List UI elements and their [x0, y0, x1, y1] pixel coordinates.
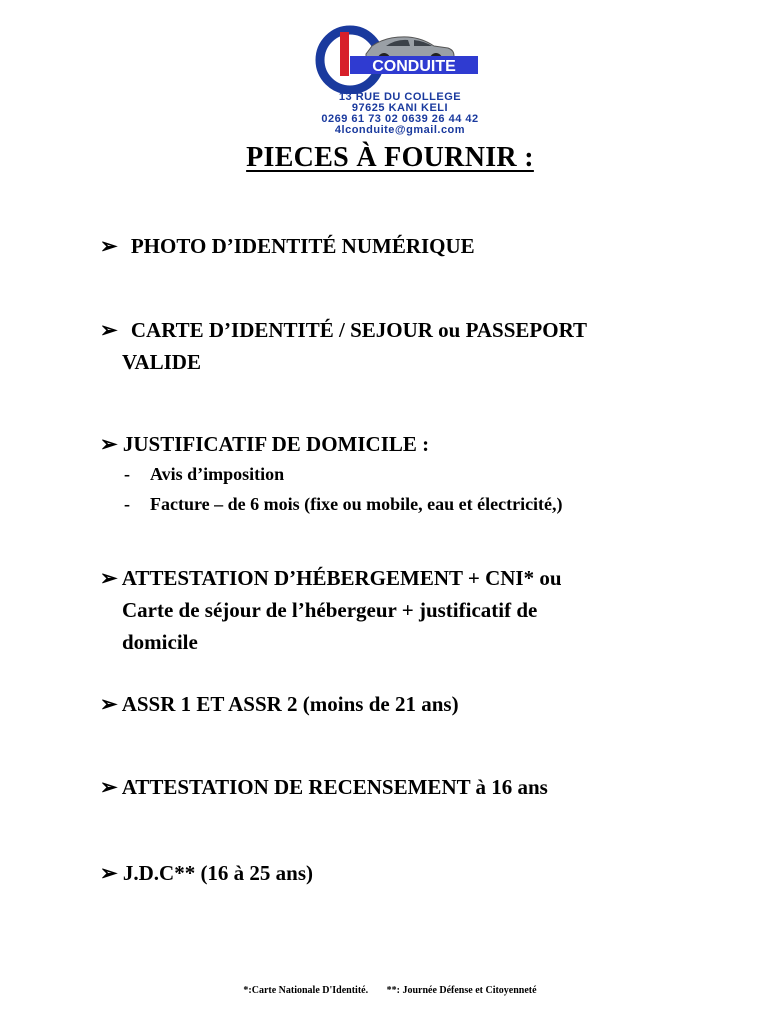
sub-item-facture-text: Facture – de 6 mois (fixe ou mobile, eau et électricité,)	[150, 494, 563, 514]
company-logo	[300, 18, 500, 136]
phone-line: 0269 61 73 02 0639 26 44 42	[321, 113, 479, 125]
item-justificatif-text: JUSTIFICATIF DE DOMICILE :	[122, 432, 430, 456]
arrow-bullet-icon: ➢	[100, 566, 118, 590]
arrow-bullet-icon: ➢	[100, 318, 118, 342]
page-title: PIECES À FOURNIR :	[246, 142, 534, 173]
item-attestation-hebergement	[100, 562, 720, 658]
arrow-bullet-icon: ➢	[100, 692, 118, 716]
item-photo-text: PHOTO D’IDENTITÉ NUMÉRIQUE	[130, 234, 475, 258]
item-carte-text-cont: VALIDE	[122, 350, 201, 374]
item-attestation-text-cont: Carte de séjour de l’hébergeur + justificatif de	[122, 598, 538, 622]
item-attestation-text: ATTESTATION D’HÉBERGEMENT + CNI* ou	[121, 566, 562, 590]
item-recensement-text: ATTESTATION DE RECENSEMENT à 16 ans	[121, 775, 548, 799]
item-assr-text: ASSR 1 ET ASSR 2 (moins de 21 ans)	[121, 692, 459, 716]
footnote-cni: *:Carte Nationale D'Identité.	[243, 985, 369, 996]
arrow-bullet-icon: ➢	[100, 861, 118, 885]
footnote-jdc: **: Journée Défense et Citoyenneté	[386, 985, 537, 996]
item-recensement	[100, 771, 720, 803]
item-jdc	[100, 857, 720, 889]
address-line: 97625 KANI KELI	[351, 102, 449, 114]
sub-item-facture	[124, 494, 563, 515]
item-justificatif	[100, 428, 720, 460]
item-carte-text: CARTE D’IDENTITÉ / SEJOUR ou PASSEPORT	[130, 318, 588, 342]
sub-item-avis	[124, 464, 284, 485]
item-jdc-text: J.D.C** (16 à 25 ans)	[122, 861, 314, 885]
item-photo	[100, 230, 720, 262]
dash-bullet: -	[124, 494, 130, 514]
company-address	[300, 92, 500, 136]
logo-brand-band	[350, 48, 490, 80]
address-line: 13 RUE DU COLLEGE	[338, 91, 462, 103]
item-carte	[100, 314, 720, 378]
email-line: 4lconduite@gmail.com	[334, 124, 466, 136]
item-assr	[100, 688, 720, 720]
dash-bullet: -	[124, 464, 130, 484]
arrow-bullet-icon: ➢	[100, 775, 118, 799]
sub-item-avis-text: Avis d’imposition	[150, 464, 285, 484]
item-attestation-text-cont2: domicile	[122, 630, 198, 654]
logo-brand-text: CONDUITE	[372, 58, 456, 75]
footnote	[0, 985, 780, 996]
arrow-bullet-icon: ➢	[100, 432, 118, 456]
arrow-bullet-icon: ➢	[100, 234, 118, 258]
